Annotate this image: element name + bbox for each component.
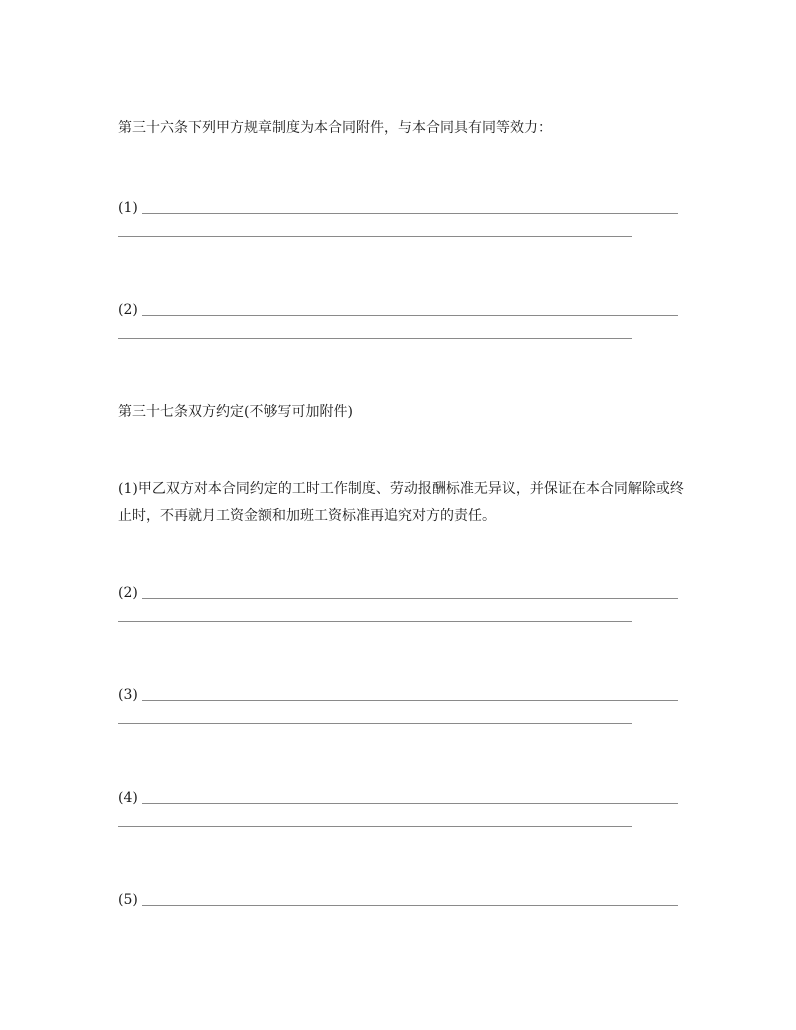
fill-in-blank-line[interactable] [142, 598, 678, 599]
article-37-item-3 [118, 685, 678, 705]
item-label: (1) [118, 200, 138, 216]
item-label: (2) [118, 302, 138, 318]
fill-in-blank-line-continuation[interactable] [118, 621, 632, 622]
item-label: (2) [118, 585, 138, 601]
fill-in-blank-line[interactable] [142, 213, 678, 214]
fill-in-blank-line-continuation[interactable] [118, 723, 632, 724]
item-label: (4) [118, 790, 138, 806]
article-36-item-2 [118, 300, 678, 320]
article-36-item-1 [118, 198, 678, 218]
article-37-item-1-paragraph: (1)甲乙双方对本合同约定的工时工作制度、劳动报酬标准无异议，并保证在本合同解除或终止时，不再就月工资金额和加班工资标准再追究对方的责任。 [118, 481, 684, 524]
article-37-item-5 [118, 890, 678, 910]
fill-in-blank-line[interactable] [142, 700, 678, 701]
article-37-heading: 第三十七条双方约定(不够写可加附件) [118, 404, 353, 420]
item-label: (5) [118, 892, 138, 908]
article-36-heading: 第三十六条下列甲方规章制度为本合同附件，与本合同具有同等效力： [118, 120, 552, 136]
fill-in-blank-line[interactable] [142, 905, 678, 906]
fill-in-blank-line-continuation[interactable] [118, 338, 632, 339]
fill-in-blank-line-continuation[interactable] [118, 826, 632, 827]
fill-in-blank-line[interactable] [142, 315, 678, 316]
fill-in-blank-line-continuation[interactable] [118, 236, 632, 237]
item-label: (3) [118, 687, 138, 703]
article-37-item-4 [118, 788, 678, 808]
article-37-item-2 [118, 583, 678, 603]
fill-in-blank-line[interactable] [142, 803, 678, 804]
